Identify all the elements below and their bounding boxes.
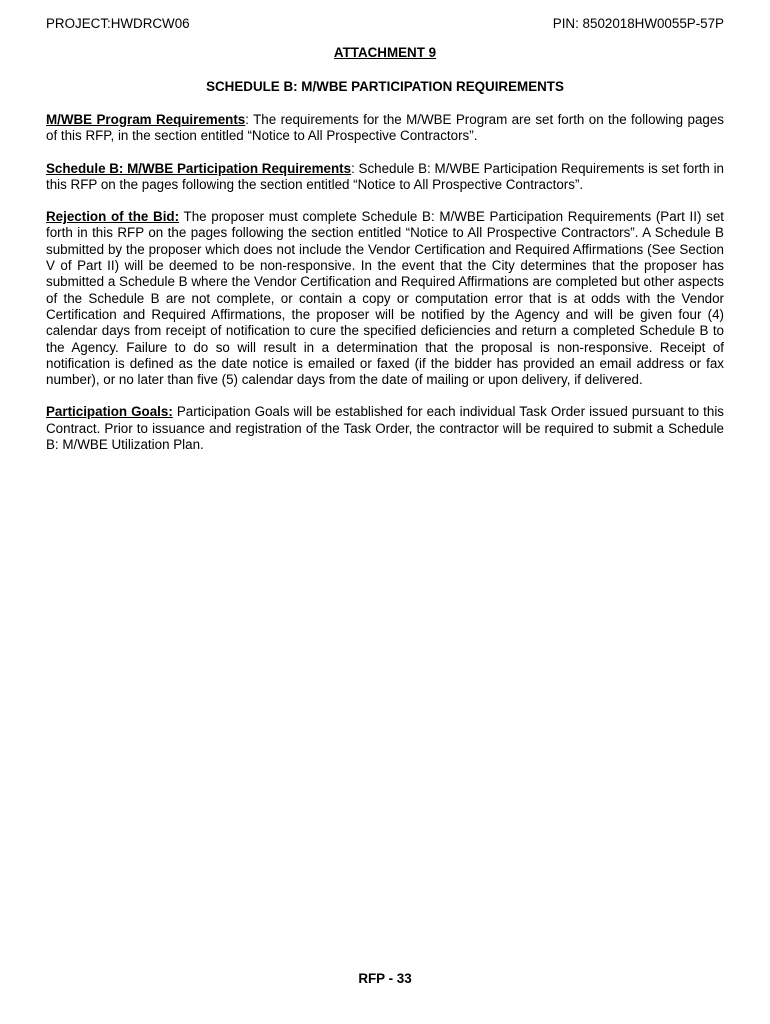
project-code: PROJECT:HWDRCW06 bbox=[46, 16, 190, 31]
page-number: RFP - 33 bbox=[358, 971, 412, 986]
paragraph-heading: Participation Goals: bbox=[46, 404, 173, 420]
paragraph-heading: Schedule B: M/WBE Participation Requirements bbox=[46, 160, 352, 176]
paragraph-body: The proposer must complete Schedule B: M/WBE Participation Requirements (Part II) set forth in this RFP on the pages following the section entitled “Notice to All Prospective Contractors”. A Schedule B submitted by the proposer which does not include the Vendor Certification and Required Affirmations (See Section V of Part II) will be deemed to be non-responsive. In the event that the City determines that the proposer has submitted a Schedule B where the Vendor Certification and Required Affirmations are completed but other aspects of the Schedule B are not complete, or contain a copy or computation error that is at odds with the Vendor Certification and Required Affirmations, the proposer will be notified by the Agency and will be given four (4) calendar days from receipt of notification to cure the specified deficiencies and return a completed Schedule B to the Agency. Failure to do so will result in a determination that the proposal is non-responsive. Receipt of notification is defined as the date notice is emailed or faxed (if the bidder has provided an email address or fax number), or no later than five (5) calendar days from the date of mailing or upon delivery, if delivered. bbox=[46, 209, 724, 388]
paragraph-schedule-b-requirements bbox=[46, 161, 724, 194]
paragraph-body: Schedule B: M/WBE Participation Requirements is set forth in this RFP on the pages following the section entitled “Notice to All Prospective Contractors”. bbox=[46, 160, 724, 192]
paragraph-mwbe-program-requirements bbox=[46, 112, 724, 145]
paragraph-body: Participation Goals will be established for each individual Task Order issued pursuant to this Contract. Prior to issuance and registration of the Task Order, the contractor will be required to submit a Schedule B: M/WBE Utilization Plan. bbox=[46, 404, 724, 453]
paragraph-heading: M/WBE Program Requirements bbox=[46, 112, 246, 127]
paragraph-heading-separator: : bbox=[351, 160, 355, 176]
paragraph-participation-goals bbox=[46, 404, 724, 453]
pin-number: PIN: 8502018HW0055P-57P bbox=[552, 16, 724, 31]
paragraph-rejection-of-bid bbox=[46, 209, 724, 388]
paragraph-heading: Rejection of the Bid: bbox=[46, 209, 180, 225]
schedule-subtitle: SCHEDULE B: M/WBE PARTICIPATION REQUIREMENTS bbox=[206, 79, 564, 94]
paragraph-heading-separator: : bbox=[245, 112, 249, 127]
page-header bbox=[46, 16, 724, 32]
paragraph-body: The requirements for the M/WBE Program are set forth on the following pages of this RFP, in the section entitled “Notice to All Prospective Contractors”. bbox=[46, 112, 724, 144]
attachment-title: ATTACHMENT 9 bbox=[333, 45, 437, 60]
document-body bbox=[46, 112, 724, 469]
